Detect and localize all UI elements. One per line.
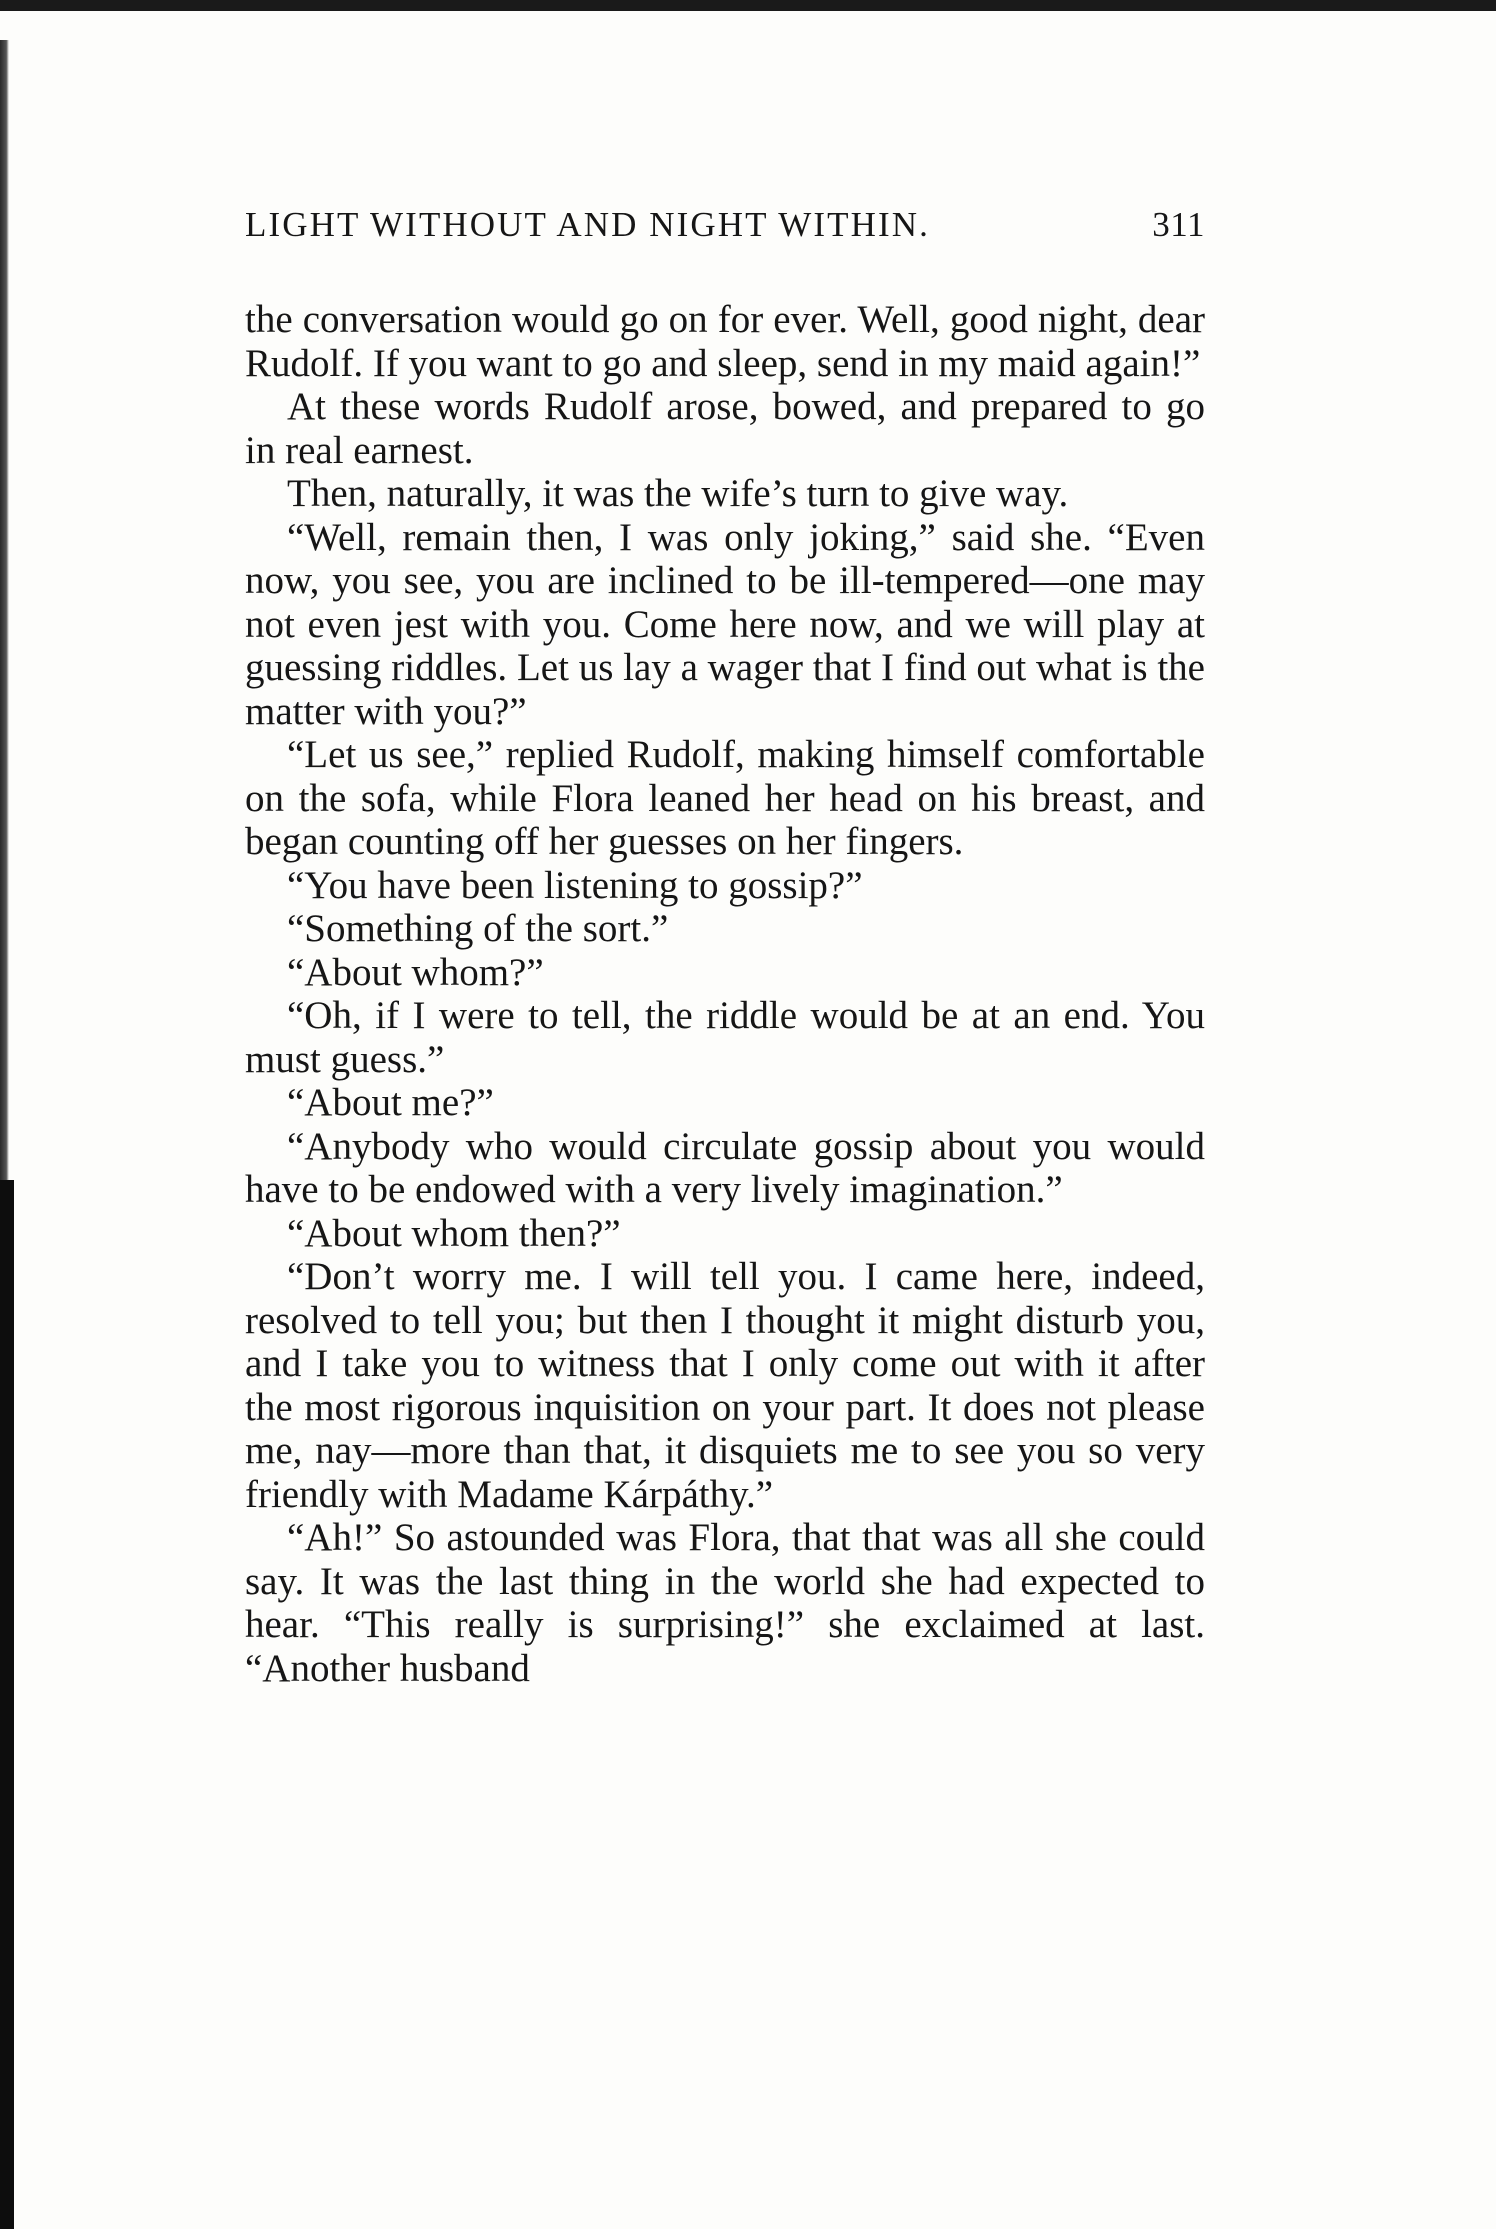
paragraph: “Don’t worry me. I will tell you. I came here, indeed, resolved to tell you; but then I thought it might disturb you, and I take you to witness that I only come out with it after the most rigorous inquisition on your part. It does not please me, nay—more than that, it disquiets me to see you so very friendly with Madame Kárpáthy.”: [245, 1255, 1205, 1516]
paragraph: “About me?”: [287, 1081, 494, 1124]
paragraph: “Ah!” So astounded was Flora, that that was all she could say. It was the last thing in the world she had expected to hear. “This really is surprising!” she exclaimed at last. “Another husband: [245, 1516, 1205, 1690]
book-page: [245, 205, 1205, 1690]
paragraph: “Something of the sort.”: [287, 907, 669, 950]
paragraph: “About whom?”: [287, 950, 544, 994]
binding-shadow: [0, 1180, 14, 2229]
page-number: 311: [1152, 205, 1205, 244]
paragraph: “Oh, if I were to tell, the riddle would be at an end. You must guess.”: [245, 994, 1205, 1081]
paragraph: Then, naturally, it was the wife’s turn to give way.: [287, 472, 1069, 515]
paragraph: “About whom then?”: [287, 1211, 621, 1255]
paragraph: “Anybody who would circulate gossip about you would have to be endowed with a very lively imagination.”: [245, 1124, 1205, 1211]
running-header: [245, 205, 1205, 245]
paragraph: “Well, remain then, I was only joking,” said she. “Even now, you see, you are inclined to be ill-tempered—one may not even jest with you. Come here now, and we will play at guessing riddles. Let us lay a wager that I find out what is the matter with you?”: [245, 515, 1205, 733]
paragraph: “Let us see,” replied Rudolf, making himself comfortable on the sofa, while Flora leaned her head on his breast, and began counting off her guesses on her fingers.: [245, 733, 1205, 863]
paragraph: “You have been listening to gossip?”: [287, 863, 863, 907]
top-edge-rule: [0, 0, 1496, 11]
paragraph: At these words Rudolf arose, bowed, and prepared to go in real earnest.: [245, 385, 1205, 472]
paragraph: the conversation would go on for ever. Well, good night, dear Rudolf. If you want to go and sleep, send in my maid again!”: [245, 298, 1205, 385]
running-title: LIGHT WITHOUT AND NIGHT WITHIN.: [245, 205, 930, 244]
body-text: [245, 298, 1205, 1690]
